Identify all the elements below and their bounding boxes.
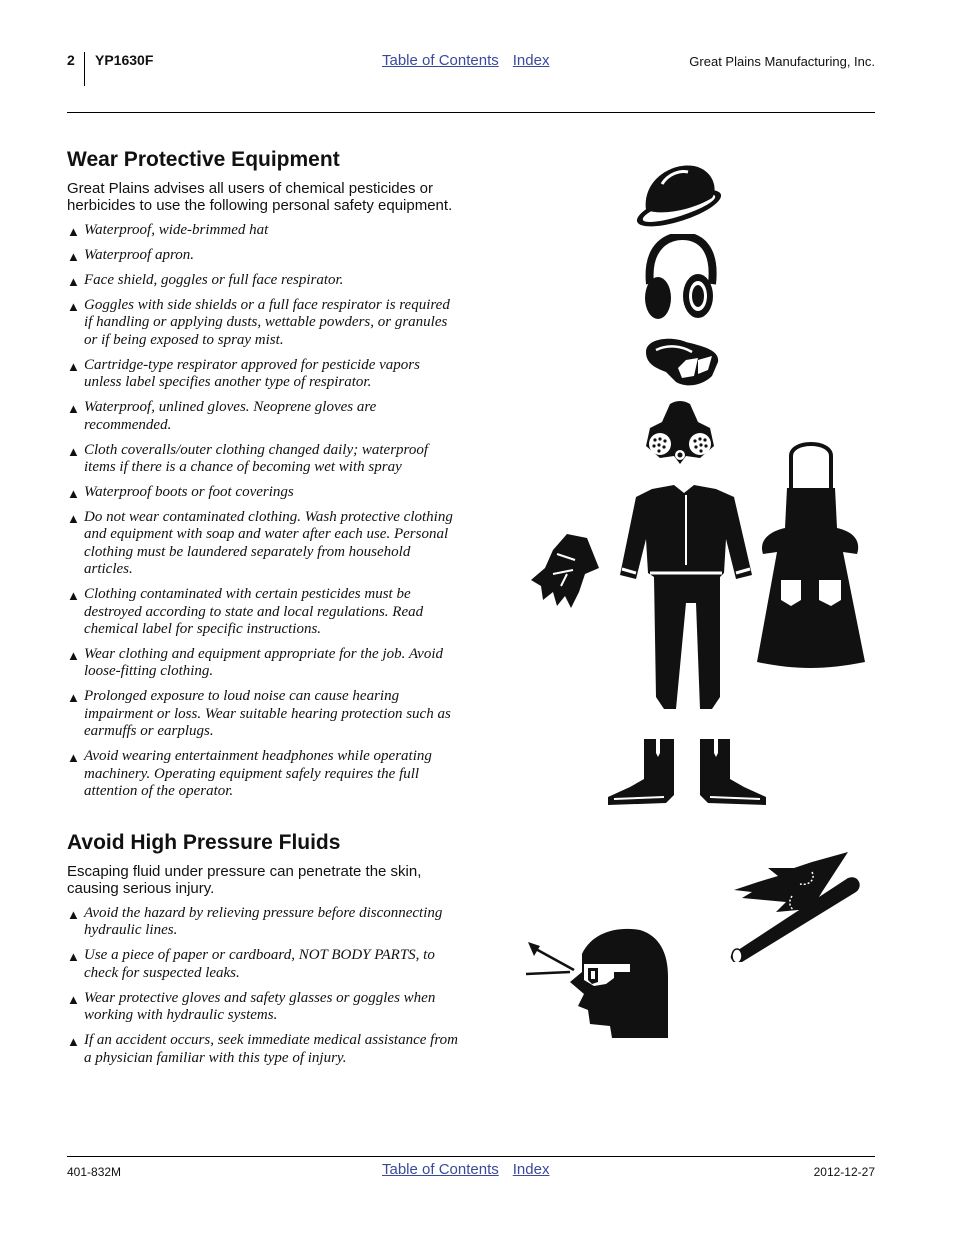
section-high-pressure <box>67 831 459 1075</box>
warning-triangle-icon: ▲ <box>67 991 80 1007</box>
warning-triangle-icon: ▲ <box>67 274 80 289</box>
header-rule <box>67 112 875 113</box>
warning-triangle-icon: ▲ <box>67 907 80 922</box>
respirator-icon <box>640 400 720 465</box>
bullet-item <box>67 297 459 349</box>
apron-icon <box>755 440 867 668</box>
section-protective-equipment <box>67 148 459 808</box>
page-header <box>67 52 875 92</box>
bullet-text: Cartridge-type respirator approved for pesticide vapors unless label specifies another type of respirator. <box>84 356 420 391</box>
bullet-list <box>67 905 459 1067</box>
bullet-text: Cloth coveralls/outer clothing changed daily; waterproof items if there is a chance of becoming wet with spray <box>84 441 428 476</box>
bullet-item <box>67 272 459 289</box>
bullet-item <box>67 586 459 638</box>
warning-triangle-icon: ▲ <box>67 249 80 264</box>
goggles-icon <box>642 332 722 392</box>
bullet-text: Avoid wearing entertainment headphones while operating machinery. Operating equipment safely requires the full attention of the operator. <box>84 748 432 800</box>
bullet-item <box>67 509 459 579</box>
warning-triangle-icon: ▲ <box>67 648 80 664</box>
earmuffs-icon <box>640 234 720 322</box>
warning-triangle-icon: ▲ <box>67 486 80 502</box>
face-shield-icon <box>522 926 670 1042</box>
model-name: YP1630F <box>95 52 154 68</box>
bullet-item <box>67 484 459 501</box>
bullet-item <box>67 357 459 392</box>
warning-triangle-icon: ▲ <box>67 511 80 527</box>
warning-triangle-icon: ▲ <box>67 750 80 766</box>
bullet-item <box>67 646 459 681</box>
bullet-text: Wear protective gloves and safety glasses or goggles when working with hydraulic systems. <box>84 989 436 1024</box>
toc-link[interactable]: Table of Contents <box>382 1161 499 1178</box>
footer-rule <box>67 1156 875 1157</box>
warning-triangle-icon: ▲ <box>67 588 80 604</box>
warning-triangle-icon: ▲ <box>67 299 80 314</box>
bullet-item <box>67 399 459 434</box>
bullet-text: Face shield, goggles or full face respirator. <box>84 272 344 288</box>
bullet-item <box>67 905 459 940</box>
index-link[interactable]: Index <box>512 52 550 69</box>
bullet-text: Wear clothing and equipment appropriate for the job. Avoid loose-fitting clothing. <box>84 646 444 680</box>
header-divider <box>84 52 85 86</box>
bullet-text: Goggles with side shields or a full face respirator is required if handling or applying dusts, wettable powders, or granules or if being exposed to spray mist. <box>84 297 450 348</box>
bullet-item <box>67 247 459 264</box>
gloves-icon <box>527 530 605 610</box>
publish-date: 2012-12-27 <box>813 1165 875 1179</box>
section-title: Avoid High Pressure Fluids <box>67 831 341 854</box>
bullet-text: Avoid the hazard by relieving pressure before disconnecting hydraulic lines. <box>84 905 443 939</box>
page-number: 2 <box>67 52 75 68</box>
coveralls-icon <box>618 483 754 711</box>
hat-icon <box>632 160 727 228</box>
bullet-text: Waterproof apron. <box>84 247 195 263</box>
bullet-item <box>67 1032 459 1067</box>
bullet-text: Prolonged exposure to loud noise can cause hearing impairment or loss. Wear suitable hearing protection such as earmuffs or earplugs. <box>84 688 451 740</box>
bullet-list <box>67 222 459 801</box>
bullet-text: If an accident occurs, seek immediate medical assistance from a physician familiar with this type of injury. <box>84 1032 458 1066</box>
index-link[interactable]: Index <box>512 1161 550 1178</box>
bullet-item <box>67 688 459 740</box>
doc-number: 401-832M <box>67 1165 122 1179</box>
bullet-text: Clothing contaminated with certain pesticides must be destroyed according to state and local regulations. Read chemical label for specific instructions. <box>84 586 424 638</box>
warning-triangle-icon: ▲ <box>67 443 80 459</box>
warning-triangle-icon: ▲ <box>67 224 80 239</box>
warning-triangle-icon: ▲ <box>67 358 80 374</box>
warning-triangle-icon: ▲ <box>67 690 80 706</box>
bullet-text: Do not wear contaminated clothing. Wash protective clothing and equipment with soap and water after each use. Personal clothing must be laundered separately from household articles. <box>84 509 453 578</box>
section-intro: Escaping fluid under pressure can penetrate the skin, causing serious injury. <box>67 863 422 897</box>
boots-icon <box>604 735 770 811</box>
warning-triangle-icon: ▲ <box>67 949 80 965</box>
company-name: Great Plains Manufacturing, Inc. <box>689 54 875 69</box>
bullet-item <box>67 442 459 477</box>
bullet-text: Waterproof boots or foot coverings <box>84 484 294 501</box>
bullet-item <box>67 990 459 1025</box>
section-intro: Great Plains advises all users of chemical pesticides or herbicides to use the following personal safety equipment. <box>67 180 453 214</box>
toc-link[interactable]: Table of Contents <box>382 52 499 69</box>
section-title: Wear Protective Equipment <box>67 148 340 171</box>
bullet-text: Waterproof, unlined gloves. Neoprene gloves are recommended. <box>84 399 377 433</box>
bullet-item <box>67 222 459 239</box>
warning-triangle-icon: ▲ <box>67 401 80 417</box>
header-links <box>382 52 563 69</box>
hand-leak-icon <box>728 850 864 962</box>
bullet-text: Waterproof, wide-brimmed hat <box>84 222 269 238</box>
warning-triangle-icon: ▲ <box>67 1034 80 1050</box>
bullet-text: Use a piece of paper or cardboard, NOT BODY PARTS, to check for suspected leaks. <box>84 947 435 981</box>
bullet-item <box>67 748 459 800</box>
bullet-item <box>67 947 459 982</box>
footer-links <box>382 1161 563 1178</box>
